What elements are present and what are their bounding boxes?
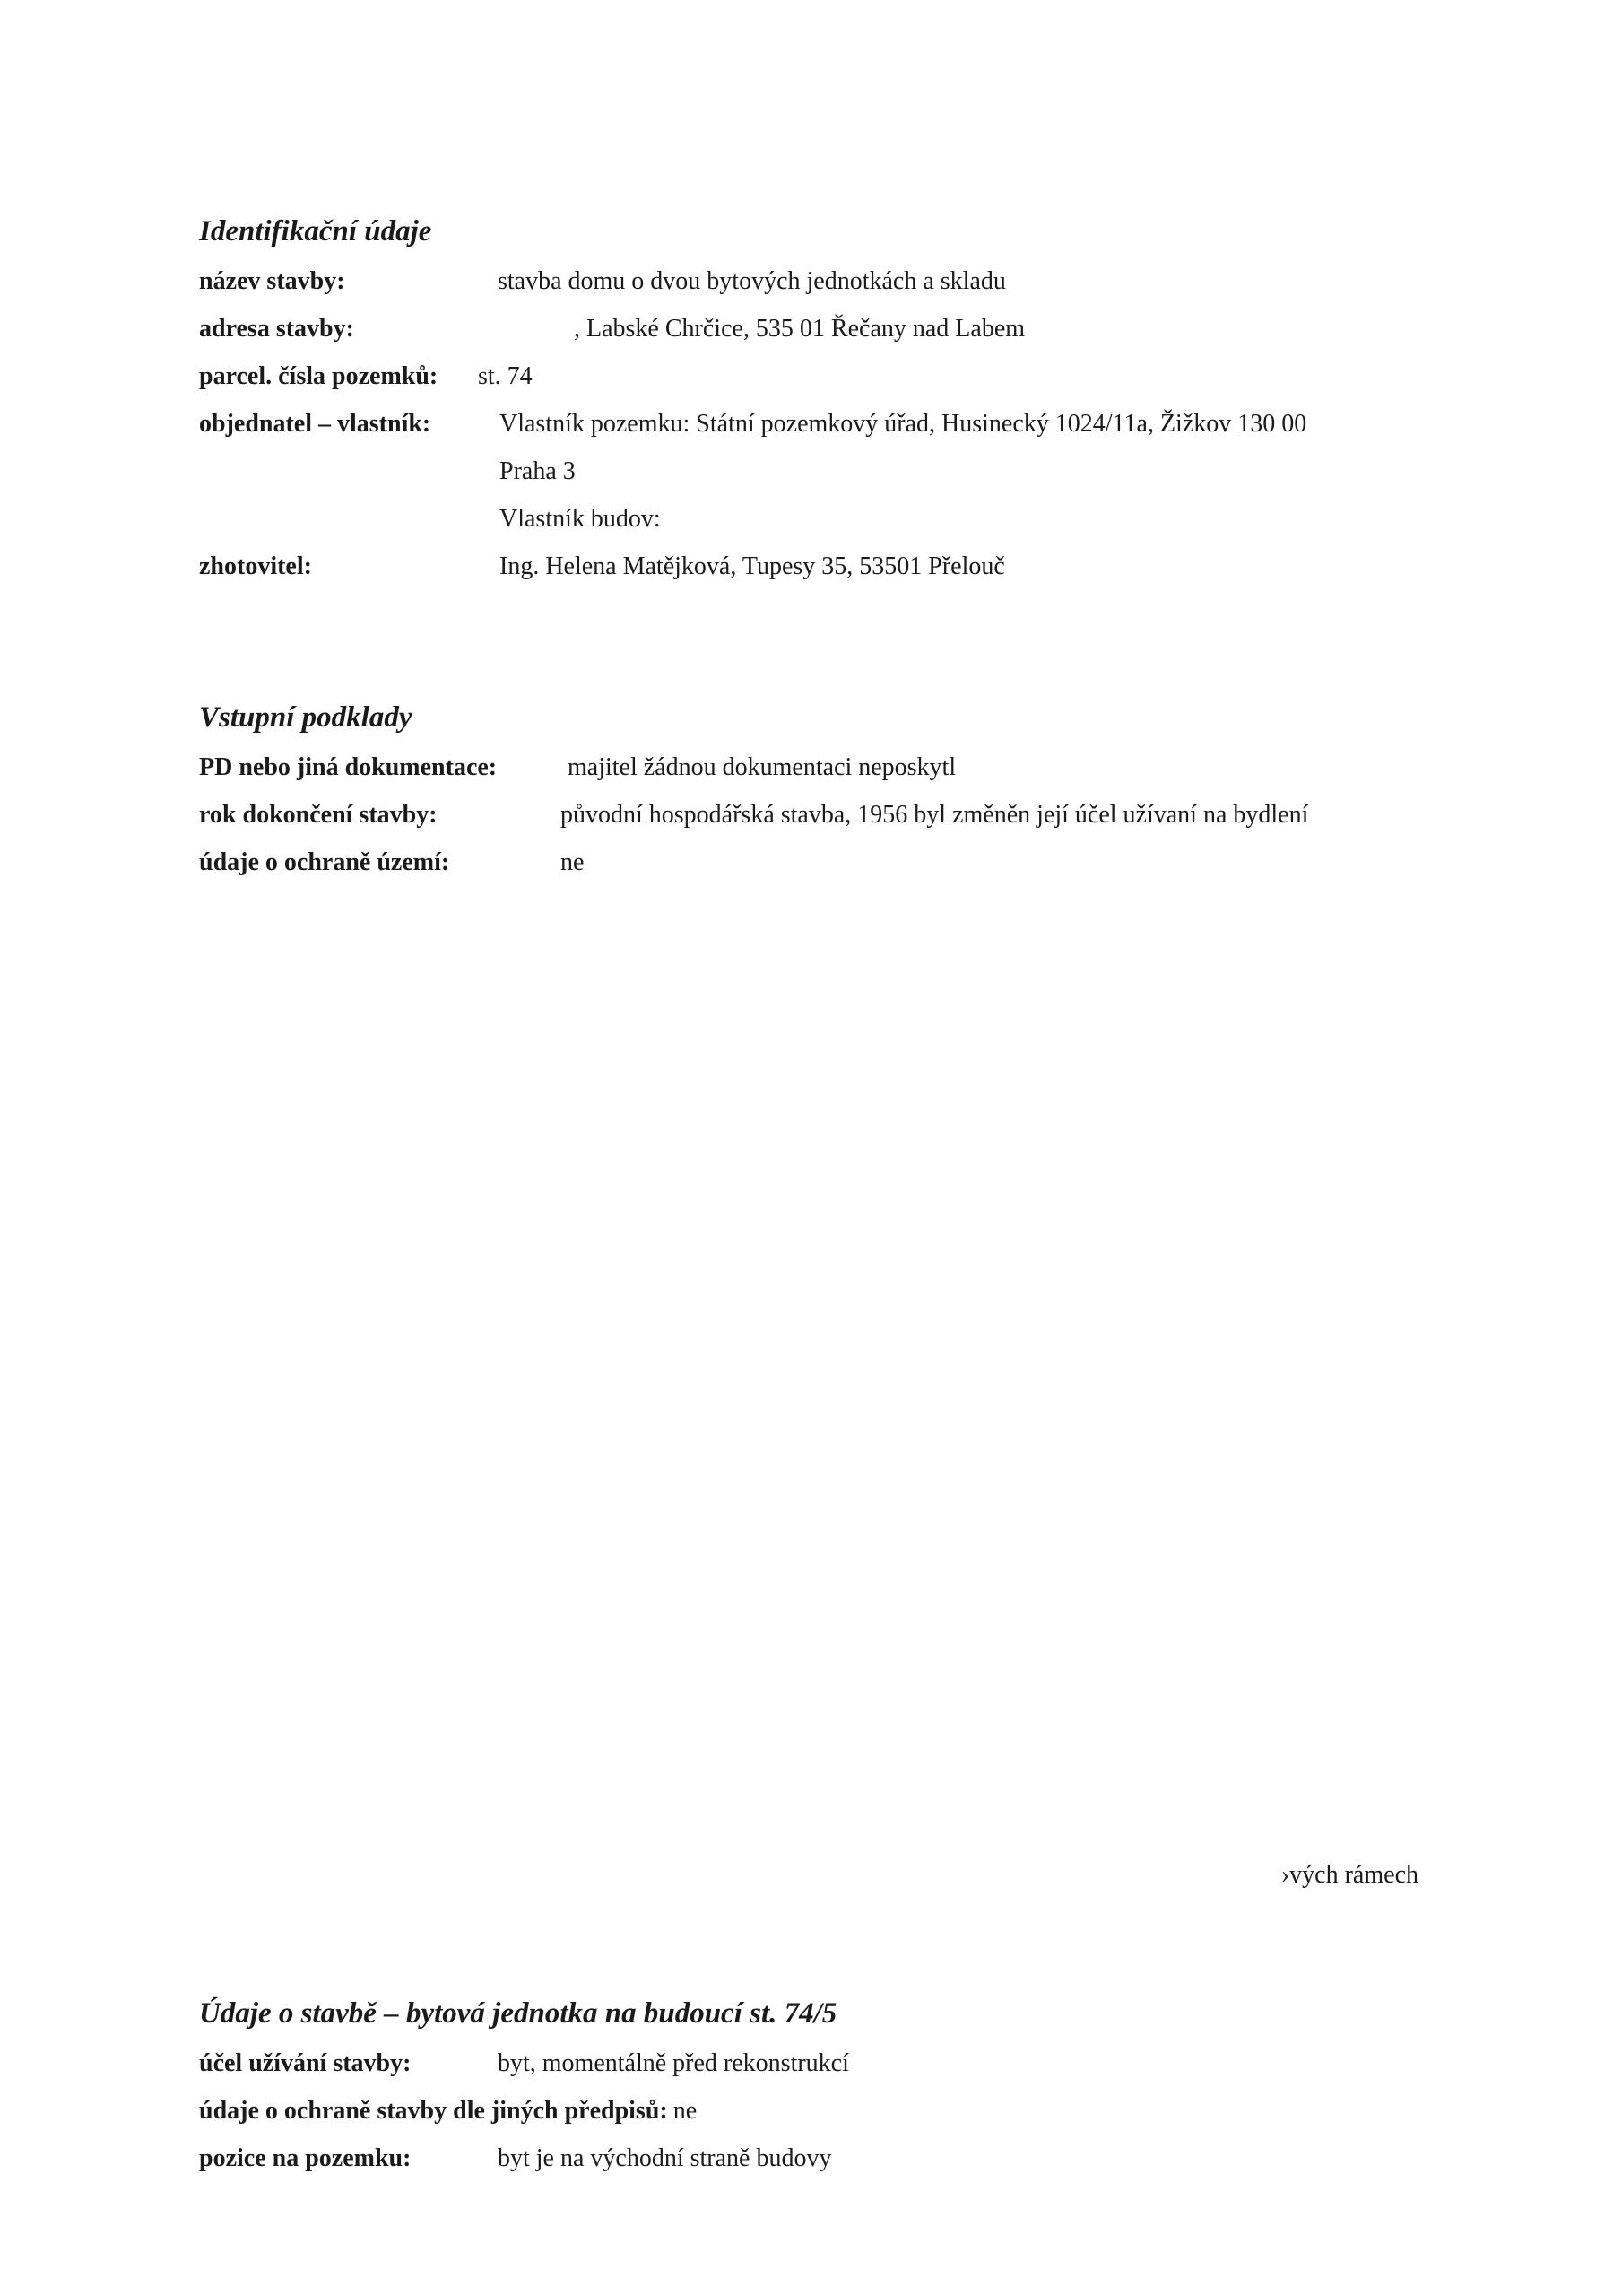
building-protection-label: údaje o ochraně stavby dle jiných předpisů: bbox=[199, 2097, 668, 2125]
building-protection-row bbox=[199, 2093, 1454, 2129]
building-name-label: název stavby: bbox=[199, 267, 345, 295]
owner-label: objednatel – vlastník: bbox=[199, 410, 431, 438]
building-heading: Údaje o stavbě – bytová jednotka na budoucí st. 74/5 bbox=[199, 1997, 837, 2030]
address-label: adresa stavby: bbox=[199, 315, 354, 343]
owner-row-continued bbox=[199, 454, 1454, 490]
address-row bbox=[199, 311, 1454, 347]
owner-value-line3: Vlastník budov: bbox=[499, 505, 661, 533]
identification-heading: Identifikační údaje bbox=[199, 215, 432, 248]
building-name-row bbox=[199, 264, 1454, 300]
inputs-heading: Vstupní podklady bbox=[199, 701, 412, 734]
owner-value-line1: Vlastník pozemku: Státní pozemkový úřad, Husinecký 1024/11a, Žižkov 130 00 bbox=[499, 410, 1307, 438]
parcel-label: parcel. čísla pozemků: bbox=[199, 362, 438, 390]
documentation-label: PD nebo jiná dokumentace: bbox=[199, 753, 498, 781]
completion-year-value: původní hospodářská stavba, 1956 byl změněn její účel užívaní na bydlení bbox=[560, 801, 1309, 829]
area-protection-value: ne bbox=[560, 848, 585, 876]
contractor-row bbox=[199, 549, 1454, 585]
position-value: byt je na východní straně budovy bbox=[498, 2144, 832, 2172]
building-name-value: stavba domu o dvou bytových jednotkách a skladu bbox=[498, 267, 1006, 295]
position-label: pozice na pozemku: bbox=[199, 2144, 412, 2172]
area-protection-row bbox=[199, 845, 1454, 881]
completion-year-row bbox=[199, 797, 1454, 833]
address-value: , Labské Chrčice, 535 01 Řečany nad Labem bbox=[574, 315, 1026, 343]
text-fragment: ›vých rámech bbox=[1280, 1861, 1418, 1889]
area-protection-label: údaje o ochraně území: bbox=[199, 848, 450, 876]
parcel-row bbox=[199, 359, 1454, 395]
completion-year-label: rok dokončení stavby: bbox=[199, 801, 438, 829]
usage-value: byt, momentálně před rekonstrukcí bbox=[498, 2049, 849, 2077]
building-protection-value: ne bbox=[672, 2097, 698, 2125]
usage-label: účel užívání stavby: bbox=[199, 2049, 412, 2077]
documentation-value: majitel žádnou dokumentaci neposkytl bbox=[568, 753, 957, 781]
owner-value-line2: Praha 3 bbox=[499, 457, 576, 485]
parcel-value: st. 74 bbox=[478, 362, 533, 390]
contractor-label: zhotovitel: bbox=[199, 552, 312, 580]
usage-row bbox=[199, 2046, 1454, 2082]
contractor-value: Ing. Helena Matějková, Tupesy 35, 53501 Přelouč bbox=[499, 552, 1005, 580]
documentation-row bbox=[199, 750, 1454, 786]
owner-row bbox=[199, 406, 1454, 442]
position-row bbox=[199, 2141, 1454, 2177]
owner-row-buildings bbox=[199, 501, 1454, 537]
